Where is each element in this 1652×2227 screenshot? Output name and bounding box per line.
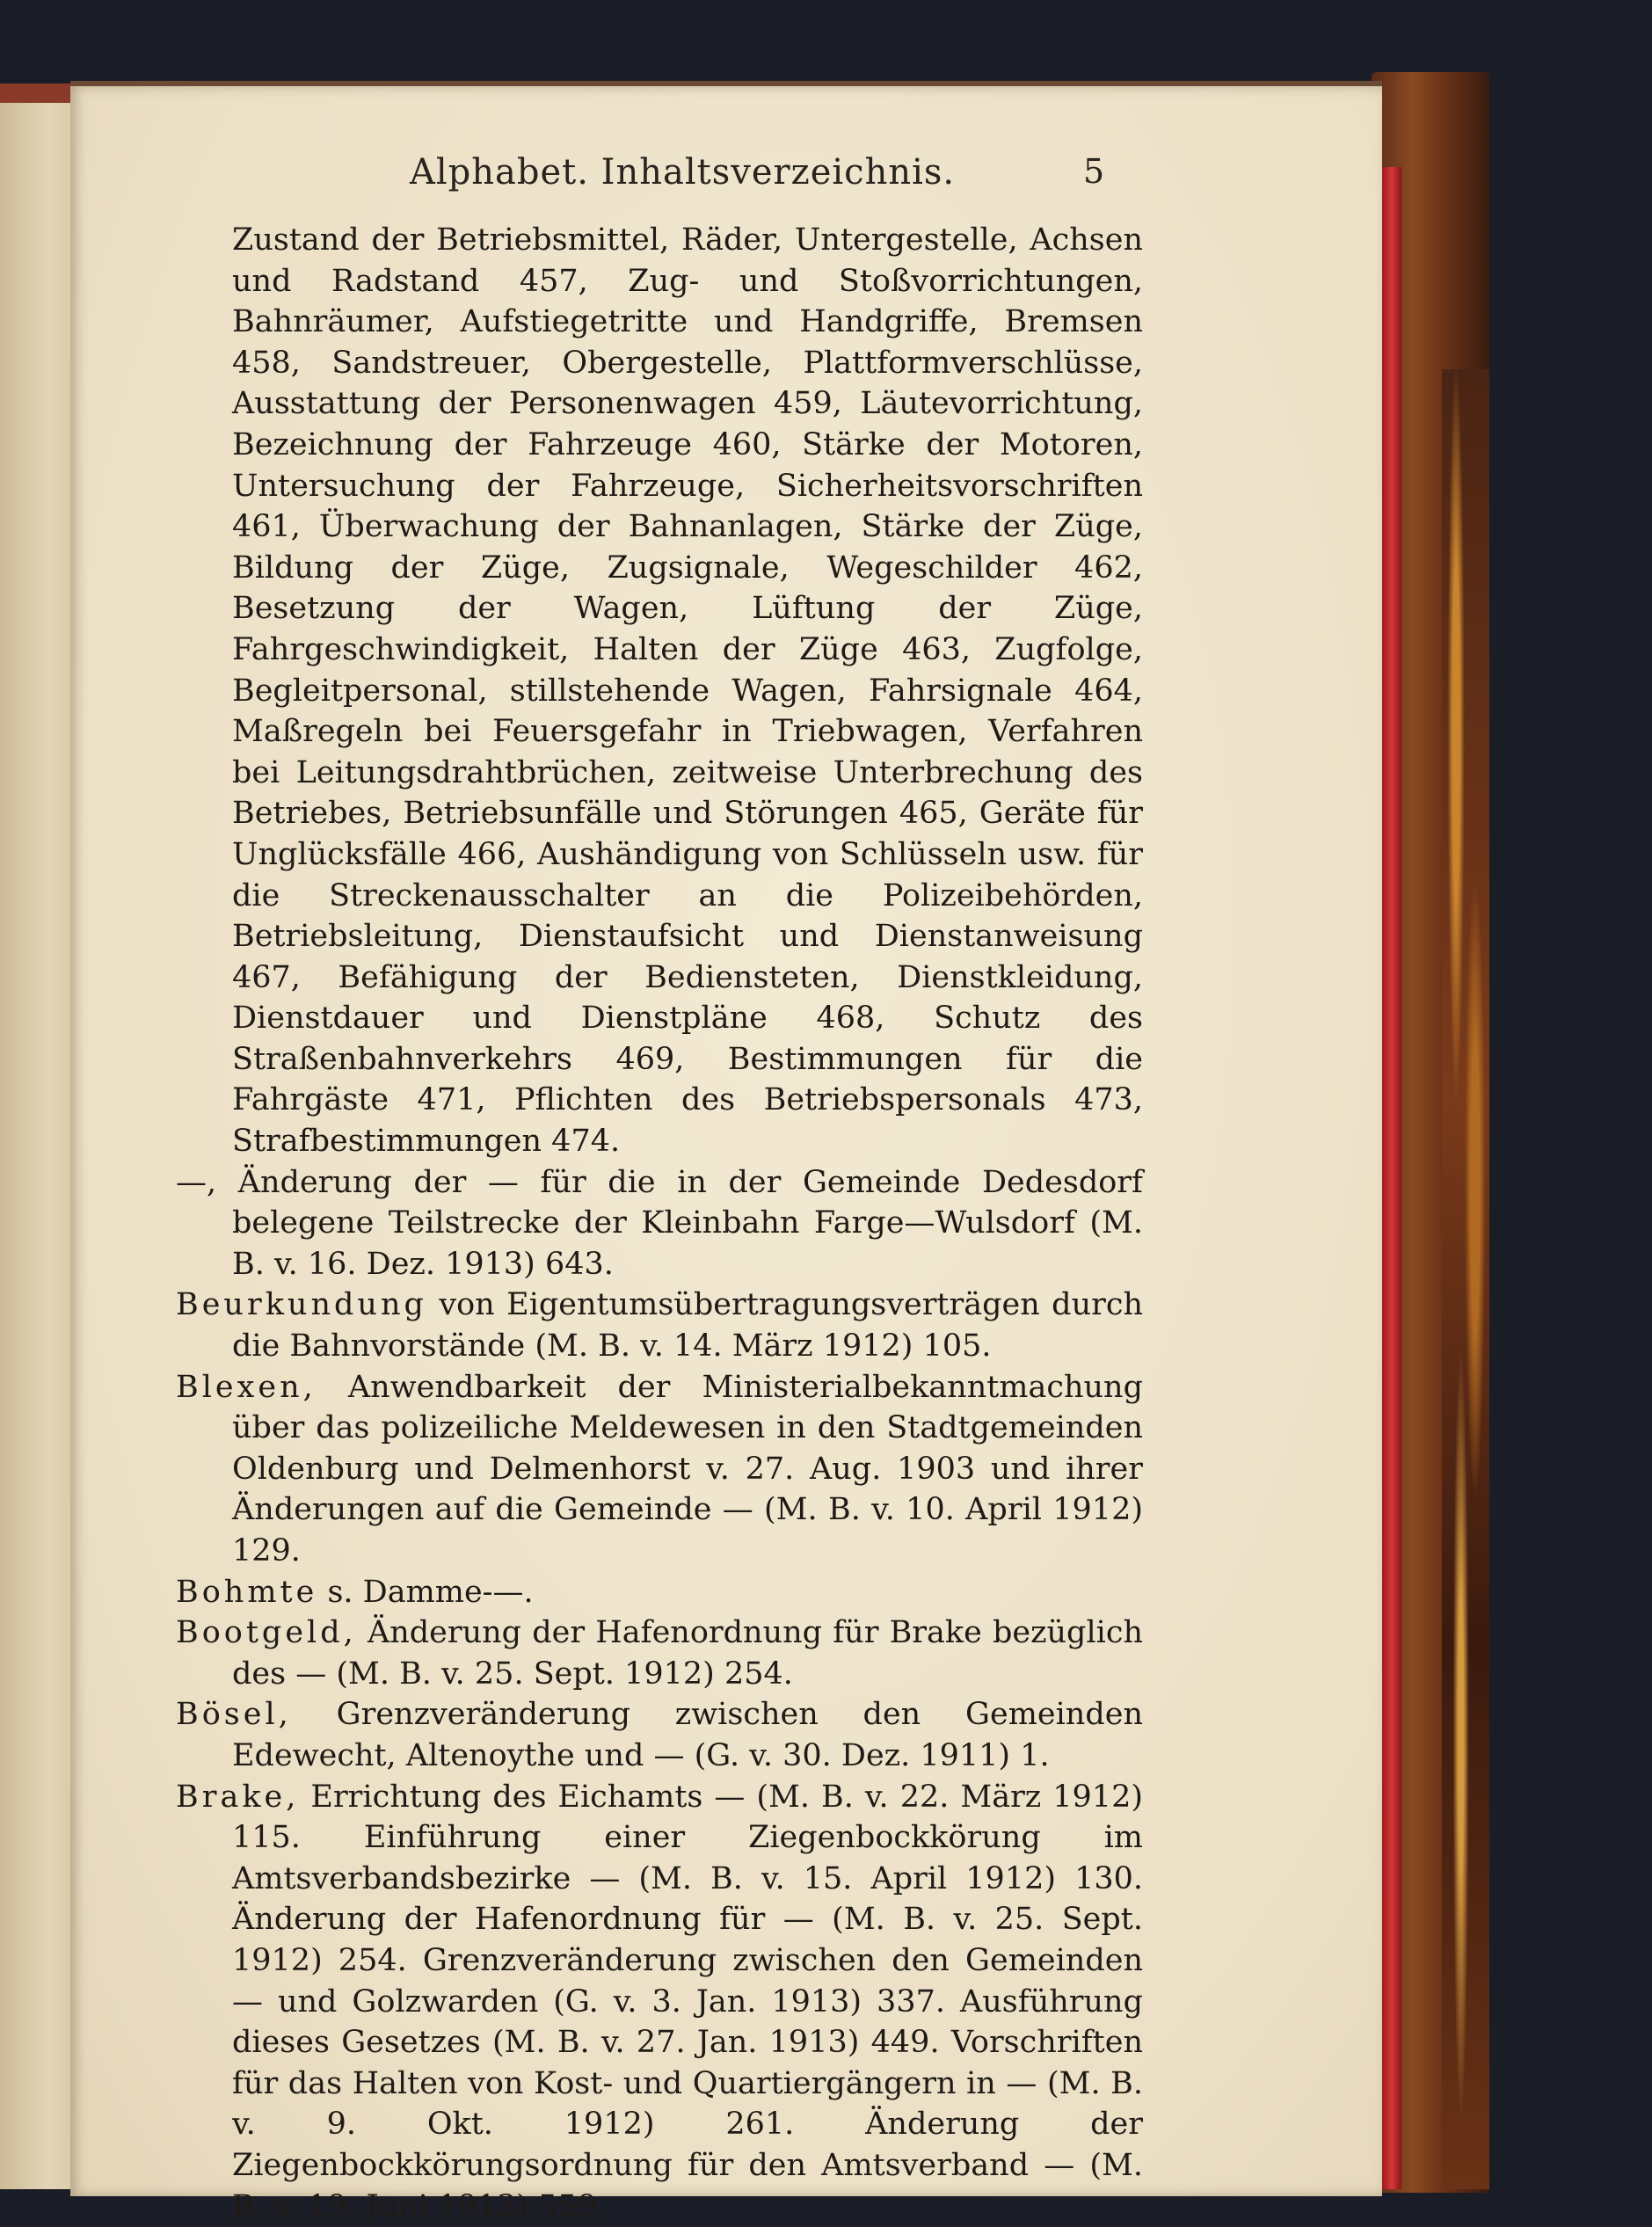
index-entry	[176, 1367, 1143, 1572]
entry-lemma: Beurkundung	[176, 1287, 427, 1323]
entry-lemma: Bösel,	[176, 1697, 292, 1733]
index-entry	[176, 1612, 1143, 1694]
entry-lemma: Bootgeld,	[176, 1615, 357, 1651]
entry-text: Errichtung des Eichamts — (M. B. v. 22. März 1912) 115. Einführung einer Ziegenbockkörung im Amtsverbandsbezirke — (M. B. v. 15. April 1912) 130. Änderung der Hafenordnung für — (M. B. v. 25. Sept. 1912) 254. Grenzveränderung zwischen den Gemeinden — und Golzwarden (G. v. 3. Jan. 1913) 337. Ausführung dieses Gesetzes (M. B. v. 27. Jan. 1913) 449. Vorschriften für das Halten von Kost- und Quartiergängern in — (M. B. v. 9. Okt. 1912) 261. Änderung der Ziegenbockkörungsordnung für den Amtsverband — (M. B. v. 19. Juni 1913) 559.	[232, 1779, 1143, 2224]
red-page-edge	[1382, 167, 1401, 2189]
entry-lemma: —,	[176, 1164, 217, 1200]
entry-text: s. Damme-—.	[327, 1574, 534, 1610]
entry-text: Zustand der Betriebsmittel, Räder, Untergestelle, Achsen und Radstand 457, Zug- und Stoßvorrichtungen, Bahnräumer, Aufstiegetritte und Handgriffe, Bremsen 458, Sandstreuer, Obergestelle, Plattformverschlüsse, Ausstattung der Personenwagen 459, Läutevorrichtung, Bezeichnung der Fahrzeuge 460, Stärke der Motoren, Untersuchung der Fahrzeuge, Sicherheitsvorschriften 461, Überwachung der Bahnanlagen, Stärke der Züge, Bildung der Züge, Zugsignale, Wegeschilder 462, Besetzung der Wagen, Lüftung der Züge, Fahrgeschwindigkeit, Halten der Züge 463, Zugfolge, Begleitpersonal, stillstehende Wagen, Fahrsignale 464, Maßregeln bei Feuersgefahr in Triebwagen, Verfahren bei Leitungsdrahtbrüchen, zeitweise Unterbrechung des Betriebes, Betriebsunfälle und Störungen 465, Geräte für Unglücksfälle 466, Aushändigung von Schlüsseln usw. für die Streckenausschalter an die Polizeibehörden, Betriebsleitung, Dienstaufsicht und Dienstanweisung 467, Befähigung der Bediensteten, Dienstkleidung, Dienstdauer und Dienstpläne 468, Schutz des Straßenbahnverkehrs 469, Bestimmungen für die Fahrgäste 471, Pflichten des Betriebspersonals 473, Strafbestimmungen 474.	[232, 222, 1143, 1160]
index-entry	[176, 1285, 1143, 1366]
marbled-cover	[1442, 369, 1489, 2189]
index-entry	[176, 220, 1143, 1162]
entry-text: Änderung der Hafenordnung für Brake bezüglich des — (M. B. v. 25. Sept. 1912) 254.	[232, 1615, 1143, 1692]
entry-text: von Eigentumsübertragungsverträgen durch die Bahnvorstände (M. B. v. 14. März 1912) 105.	[232, 1287, 1143, 1365]
entry-lemma: Blexen,	[176, 1369, 317, 1405]
page-number: 5	[1083, 152, 1105, 191]
entry-lemma: Bohmte	[176, 1574, 318, 1610]
entry-text: Änderung der — für die in der Gemeinde Dedesdorf belegene Teilstrecke der Kleinbahn Farge—Wulsdorf (M. B. v. 16. Dez. 1913) 643.	[232, 1164, 1143, 1282]
entry-lemma: Brake,	[176, 1779, 300, 1815]
index-entry	[176, 1694, 1143, 1776]
index-entry	[176, 1162, 1143, 1285]
index-entry	[176, 1777, 1143, 2227]
index-text	[176, 220, 1143, 2227]
index-entry	[176, 1572, 1143, 1613]
entry-text: Anwendbarkeit der Ministerialbekanntmachung über das polizeiliche Meldewesen in den Stadtgemeinden Oldenburg und Delmenhorst v. 27. Aug. 1903 und ihrer Änderungen auf die Gemeinde — (M. B. v. 10. April 1912) 129.	[232, 1369, 1143, 1568]
entry-text: Grenzveränderung zwischen den Gemeinden Edewecht, Altenoythe und — (G. v. 30. Dez. 1911) 1.	[232, 1697, 1143, 1773]
page-title: Alphabet. Inhaltsverzeichnis.	[410, 152, 956, 193]
running-head	[0, 145, 1652, 198]
